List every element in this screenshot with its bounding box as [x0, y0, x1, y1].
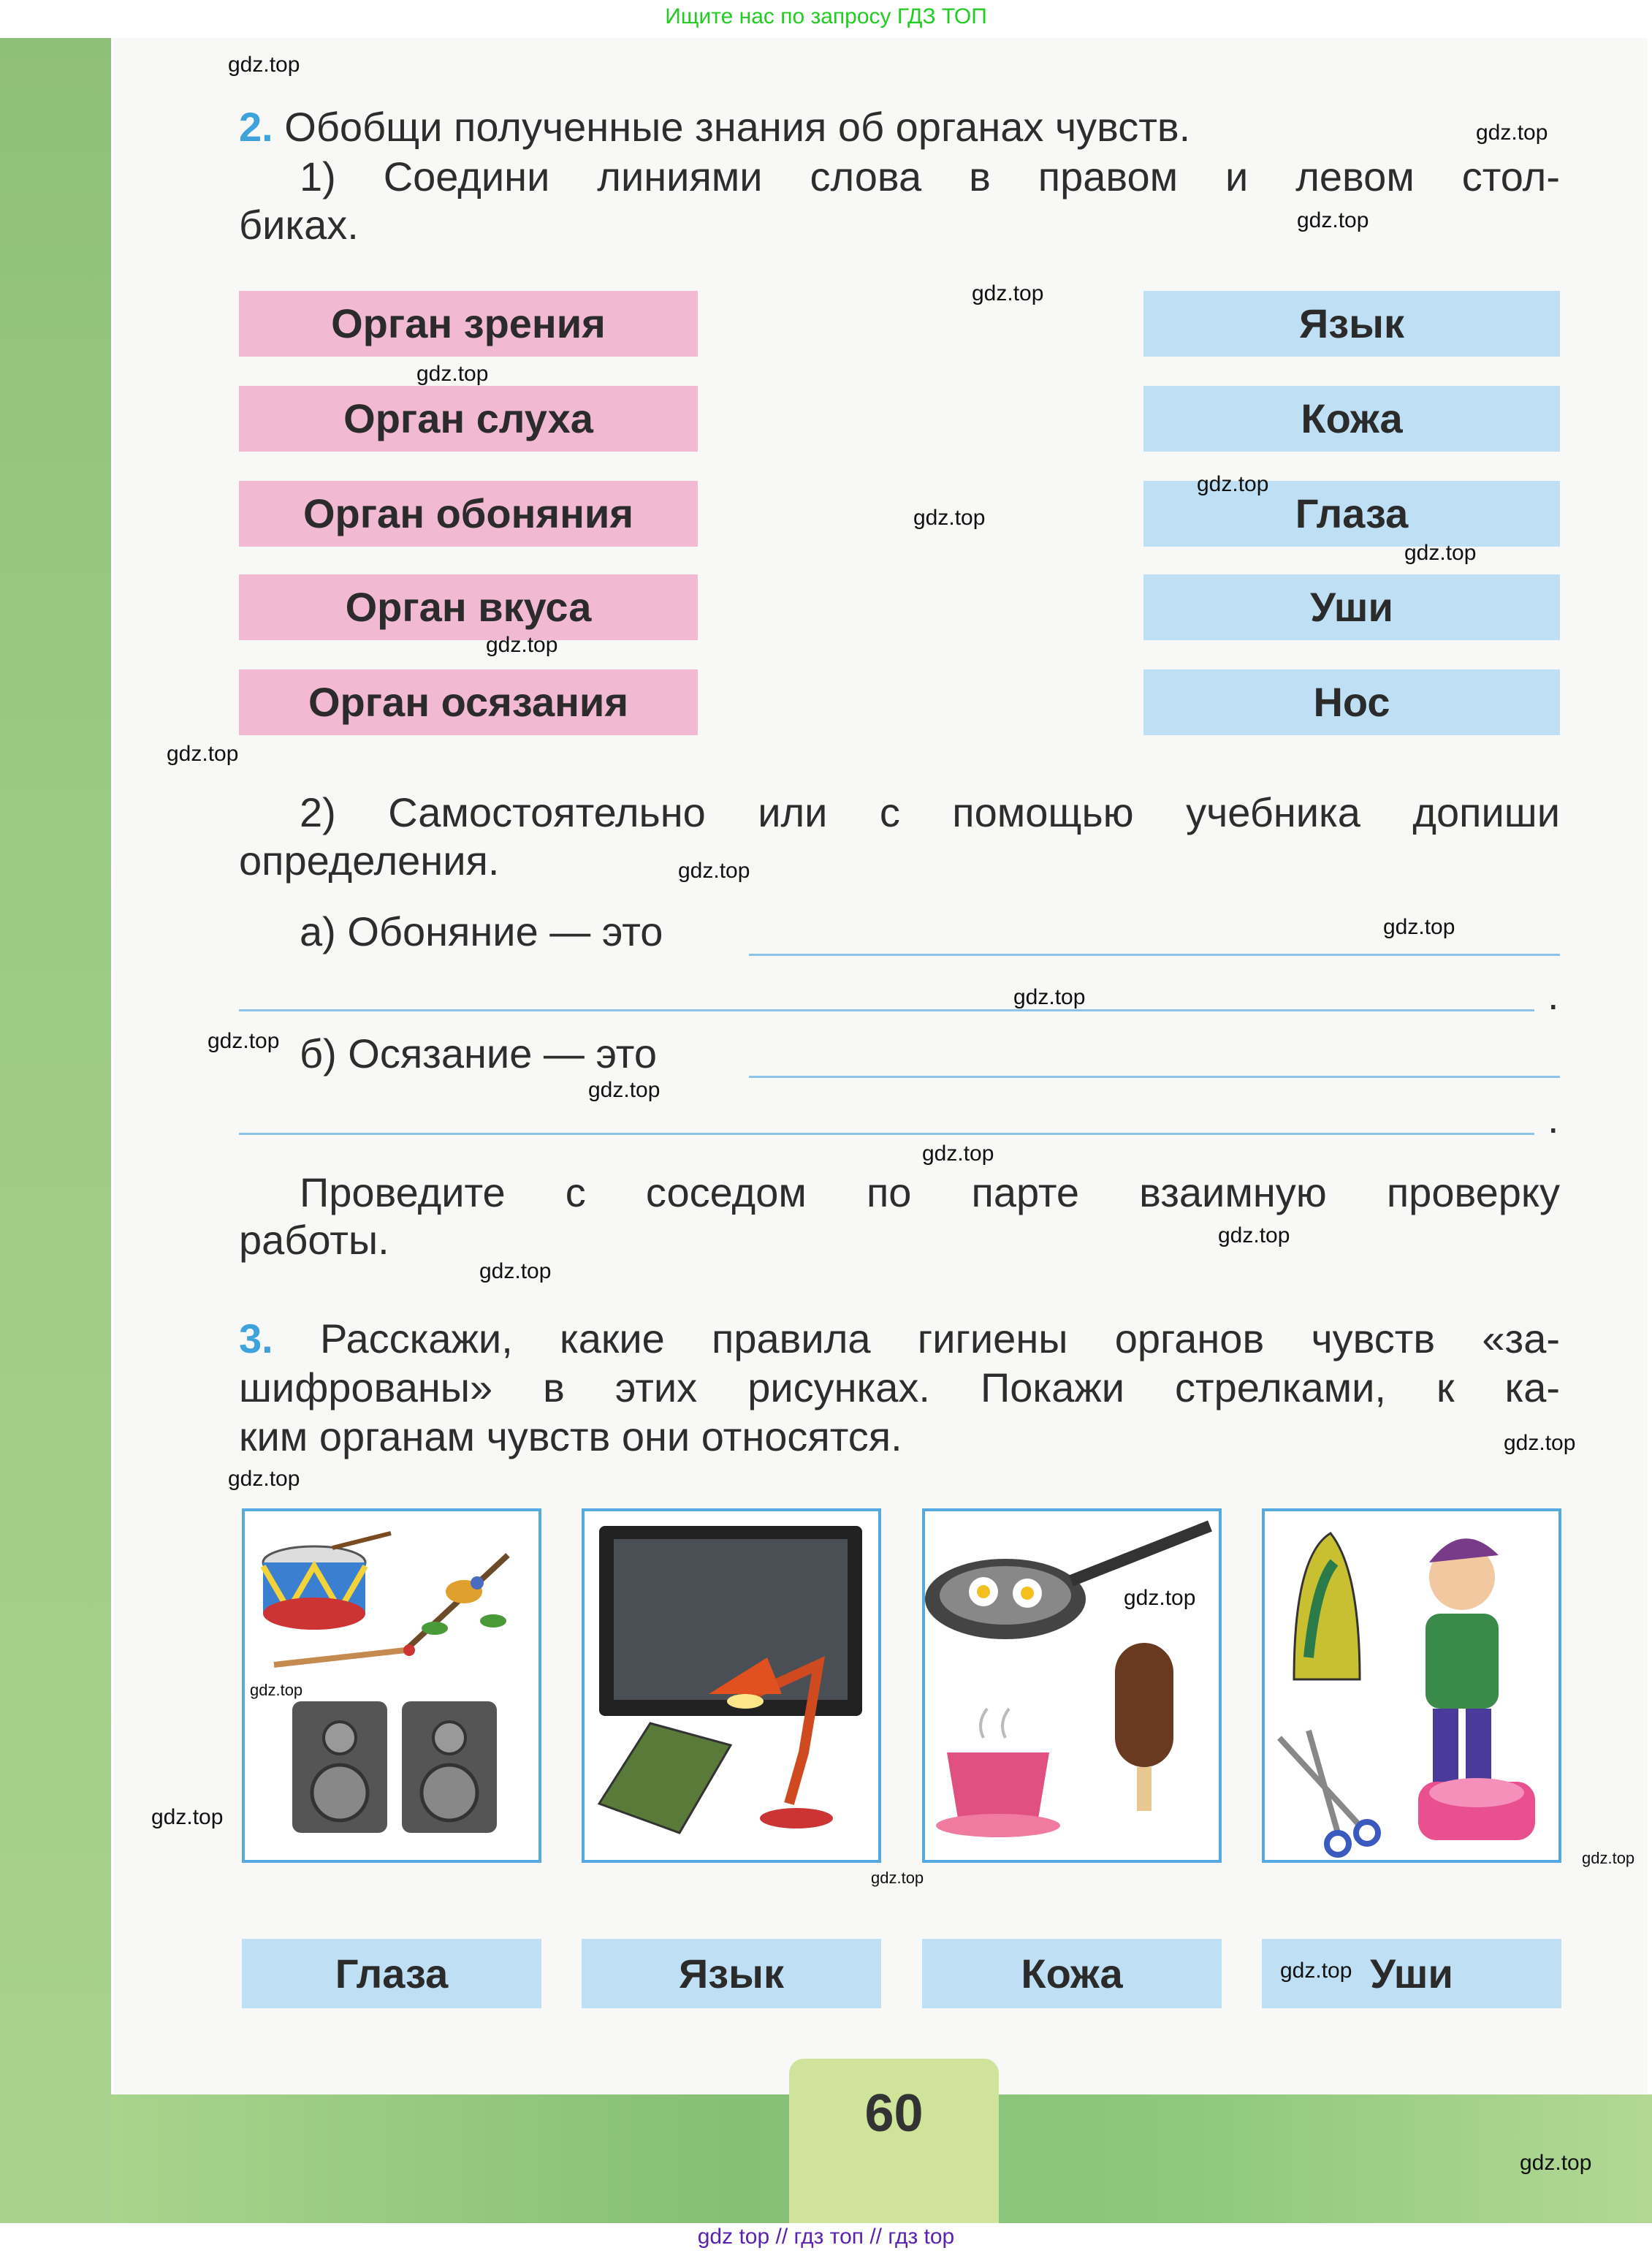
watermark: gdz.top [228, 53, 300, 77]
definition-a-period: . [1548, 972, 1559, 1018]
task2-heading [239, 104, 1190, 151]
watermark: gdz.top [1297, 208, 1369, 232]
watermark: gdz.top [479, 1259, 552, 1283]
footer-links[interactable]: gdz top // гдз топ // гдз top [0, 2223, 1652, 2256]
search-banner: Ищите нас по запросу ГДЗ ТОП [0, 0, 1652, 38]
watermark: gdz.top [1197, 472, 1269, 496]
picture-pan-icecream-tea [922, 1508, 1222, 1863]
task3-line1-text: Расскажи, какие правила гигиены органов чувств «за- [319, 1315, 1560, 1361]
definition-a-label: а) Обоняние — это [300, 908, 663, 954]
peer-check-line2: работы. [239, 1217, 389, 1263]
definition-b-answer-line-1[interactable] [749, 1076, 1560, 1078]
watermark: gdz.top [1520, 2151, 1592, 2175]
right-item-nose[interactable]: Нос [1143, 669, 1560, 735]
left-green-margin [0, 38, 111, 2223]
watermark: gdz.top [913, 506, 986, 530]
right-item-eyes[interactable]: Глаза [1143, 481, 1560, 547]
frying-pan-icon [925, 1526, 1210, 1639]
watermark: gdz.top [1013, 985, 1086, 1009]
watermark: gdz.top [486, 633, 558, 657]
organ-label-tongue[interactable]: Язык [582, 1939, 881, 2008]
watermark: gdz.top [250, 1681, 303, 1699]
definition-b-label: б) Осязание — это [300, 1030, 657, 1076]
definition-b-answer-line-2[interactable] [239, 1133, 1534, 1135]
task2-sub2-line2: определения. [239, 838, 500, 884]
task3-number: 3. [239, 1315, 273, 1361]
watermark: gdz.top [1476, 121, 1548, 145]
definition-a-answer-line-1[interactable] [749, 954, 1560, 956]
organ-label-eyes[interactable]: Глаза [242, 1939, 541, 2008]
watermark: gdz.top [972, 281, 1044, 305]
task2-sub1-line1: 1) Соедини линиями слова в правом и левом стол- [300, 153, 1560, 200]
task2-sub1-line2: биках. [239, 202, 359, 248]
task2-number: 2. [239, 104, 273, 150]
left-item-taste[interactable]: Орган вкуса [239, 574, 698, 640]
scissors-icon [1279, 1731, 1378, 1855]
watermark: gdz.top [208, 1029, 280, 1053]
left-item-hearing[interactable]: Орган слуха [239, 386, 698, 452]
soap-icon [1418, 1778, 1535, 1840]
right-item-tongue[interactable]: Язык [1143, 291, 1560, 357]
watermark: gdz.top [167, 742, 239, 766]
bird-on-branch-icon [406, 1555, 508, 1650]
watermark: gdz.top [1218, 1223, 1290, 1247]
shivering-boy-icon [1425, 1538, 1499, 1811]
picture-tv-lamp-book [582, 1508, 881, 1863]
iron-icon [1294, 1533, 1360, 1679]
watermark: gdz.top [1504, 1431, 1576, 1455]
task3-line2: шифрованы» в этих рисунках. Покажи стрелками, к ка- [239, 1364, 1560, 1410]
page-number: 60 [789, 2059, 999, 2223]
picture-iron-boy-scissors-soap [1262, 1508, 1561, 1863]
tea-cup-icon [936, 1709, 1060, 1837]
definition-b-period: . [1548, 1095, 1559, 1142]
organ-label-ears[interactable]: Уши [1262, 1939, 1561, 2008]
left-item-touch[interactable]: Орган осязания [239, 669, 698, 735]
ice-cream-icon [1115, 1643, 1173, 1811]
task3-line3: ким органам чувств они относятся. [239, 1413, 902, 1459]
watermark: gdz.top [678, 859, 750, 883]
watermark: gdz.top [588, 1078, 661, 1102]
peer-check-line1: Проведите с соседом по парте взаимную проверку [300, 1169, 1560, 1215]
left-item-sight[interactable]: Орган зрения [239, 291, 698, 357]
right-item-ears[interactable]: Уши [1143, 574, 1560, 640]
watermark: gdz.top [871, 1869, 924, 1887]
task3-line1 [239, 1315, 1560, 1362]
definition-a-answer-line-2[interactable] [239, 1009, 1534, 1011]
left-item-smell[interactable]: Орган обоняния [239, 481, 698, 547]
watermark: gdz.top [416, 362, 489, 386]
task2-sub2-line1: 2) Самостоятельно или с помощью учебника допиши [300, 789, 1560, 835]
organ-label-skin[interactable]: Кожа [922, 1939, 1222, 2008]
watermark: gdz.top [228, 1467, 300, 1491]
desk-lamp-icon [709, 1657, 833, 1828]
speakers-icon [292, 1701, 497, 1833]
watermark: gdz.top [922, 1142, 994, 1166]
right-item-skin[interactable]: Кожа [1143, 386, 1560, 452]
watermark: gdz.top [1280, 1959, 1352, 1983]
book-icon [599, 1723, 731, 1833]
watermark: gdz.top [1124, 1586, 1196, 1610]
watermark: gdz.top [151, 1805, 224, 1829]
watermark: gdz.top [1582, 1849, 1635, 1867]
task2-title: Обобщи полученные знания об органах чувств. [284, 104, 1191, 150]
drum-icon [263, 1546, 365, 1630]
watermark: gdz.top [1404, 541, 1477, 565]
watermark: gdz.top [1383, 915, 1455, 939]
